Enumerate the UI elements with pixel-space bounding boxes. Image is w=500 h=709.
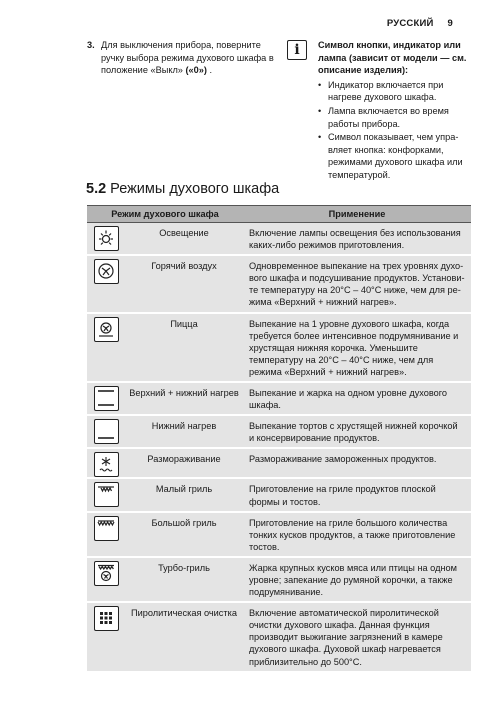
- mode-name: Горячий воздух: [151, 261, 217, 272]
- note-item: • Лампа включается во время работы прибора.: [318, 105, 470, 130]
- table-row: [87, 449, 471, 479]
- step-number: 3.: [87, 40, 95, 50]
- mode-name: Пиролитическая очистка: [131, 608, 237, 619]
- step-text-main: Для выключения прибора, поверните ручку выбора режима духового шкафа в положение «Выкл»: [101, 40, 274, 76]
- mode-description: Жарка крупных кусков мяса или птицы на одном уровне; запекание до румяной корочки, а также подрумянивание.: [249, 562, 457, 598]
- section-heading: [86, 181, 279, 197]
- mode-name: Освещение: [159, 228, 209, 238]
- pizza-icon: [94, 317, 119, 342]
- mode-name: Большой гриль: [151, 517, 217, 528]
- mode-description: Выпекание на 1 уровне духового шкафа, когда требуется более интенсивное подрумянивание и хрустящая нижняя корочка. Уменьшите температуру на 20°C – 40°C ниже, чем для режима «Верхний + нижний нагрев».: [249, 318, 459, 377]
- true-fan-icon: [94, 259, 119, 284]
- step-text: [101, 39, 277, 77]
- mode-description: Выпекание тортов с хрустящей нижней корочкой и консервирование продуктов.: [249, 421, 458, 444]
- step-text-tail: .: [206, 65, 213, 76]
- table-row: [87, 558, 471, 603]
- mode-name: Пицца: [170, 318, 198, 329]
- mode-description: Включение лампы освещения без использования каких-либо режимов приготовления.: [249, 228, 461, 251]
- note-block: [318, 39, 470, 182]
- mode-name: Размораживание: [147, 454, 221, 465]
- table-row: [87, 603, 471, 672]
- mode-description: Размораживание замороженных продуктов.: [249, 454, 437, 465]
- section-title: Режимы духового шкафа: [110, 181, 280, 197]
- page-header: [387, 18, 453, 29]
- mode-name: Верхний + нижний нагрев: [129, 388, 239, 399]
- defrost-icon: [94, 452, 119, 477]
- header-language: РУССКИЙ: [386, 18, 434, 29]
- note-title: Символ кнопки, индикатор или лампа (зависит от модели — см. описание изделия):: [318, 40, 467, 76]
- info-icon: i: [287, 40, 307, 60]
- table-row: [87, 223, 471, 256]
- column-header-application: Применение: [328, 209, 386, 219]
- oven-functions-table: [87, 205, 471, 673]
- mode-name: Нижний нагрев: [151, 421, 217, 432]
- mode-name: Малый гриль: [155, 484, 213, 495]
- table-row: [87, 416, 471, 449]
- light-icon: [94, 226, 119, 251]
- step-3: [87, 39, 277, 77]
- top-bottom-heat-icon: [94, 386, 119, 411]
- table-row: [87, 256, 471, 313]
- table-row: [87, 383, 471, 416]
- note-item: • Индикатор включается при нагреве духового шкафа.: [318, 79, 470, 104]
- step-text-bold: («0»): [185, 65, 207, 76]
- note-item: • Символ показывает, чем управляет кнопка: конфорками, режимами духового шкафа или температурой.: [318, 131, 470, 181]
- table-row: [87, 314, 471, 383]
- pyrolytic-cleaning-icon: [94, 606, 119, 631]
- mode-description: Включение автоматической пиролитической очистки духового шкафа. Данная функция производит выжигание загрязнений в камере духового шкафа. Духовой шкаф нагревается приблизительно до 500°C.: [249, 608, 443, 667]
- table-header: [87, 206, 471, 223]
- mode-name: Турбо-гриль: [158, 562, 210, 573]
- table-row: [87, 479, 471, 512]
- mode-description: Одновременное выпекание на трех уровнях духового шкафа и подсушивание продуктов. Установите температуру на 20°C – 40°C ниже, чем для режима «Верхний + нижний нагрев».: [249, 261, 465, 308]
- note-list: [318, 79, 470, 182]
- mode-description: Выпекание и жарка на одном уровне духового шкафа.: [249, 388, 448, 411]
- bottom-heat-icon: [94, 419, 119, 444]
- page-number: 9: [447, 18, 453, 29]
- table-row: [87, 513, 471, 558]
- small-grill-icon: [94, 482, 119, 507]
- mode-description: Приготовление на гриле продуктов плоской формы и тостов.: [249, 484, 436, 507]
- column-header-mode: Режим духового шкафа: [111, 209, 219, 219]
- mode-description: Приготовление на гриле большого количества тонких кусков продуктов, а также приготовление тостов.: [249, 517, 456, 552]
- turbo-grill-icon: [94, 561, 119, 586]
- section-number: 5.2: [86, 181, 107, 197]
- large-grill-icon: [94, 516, 119, 541]
